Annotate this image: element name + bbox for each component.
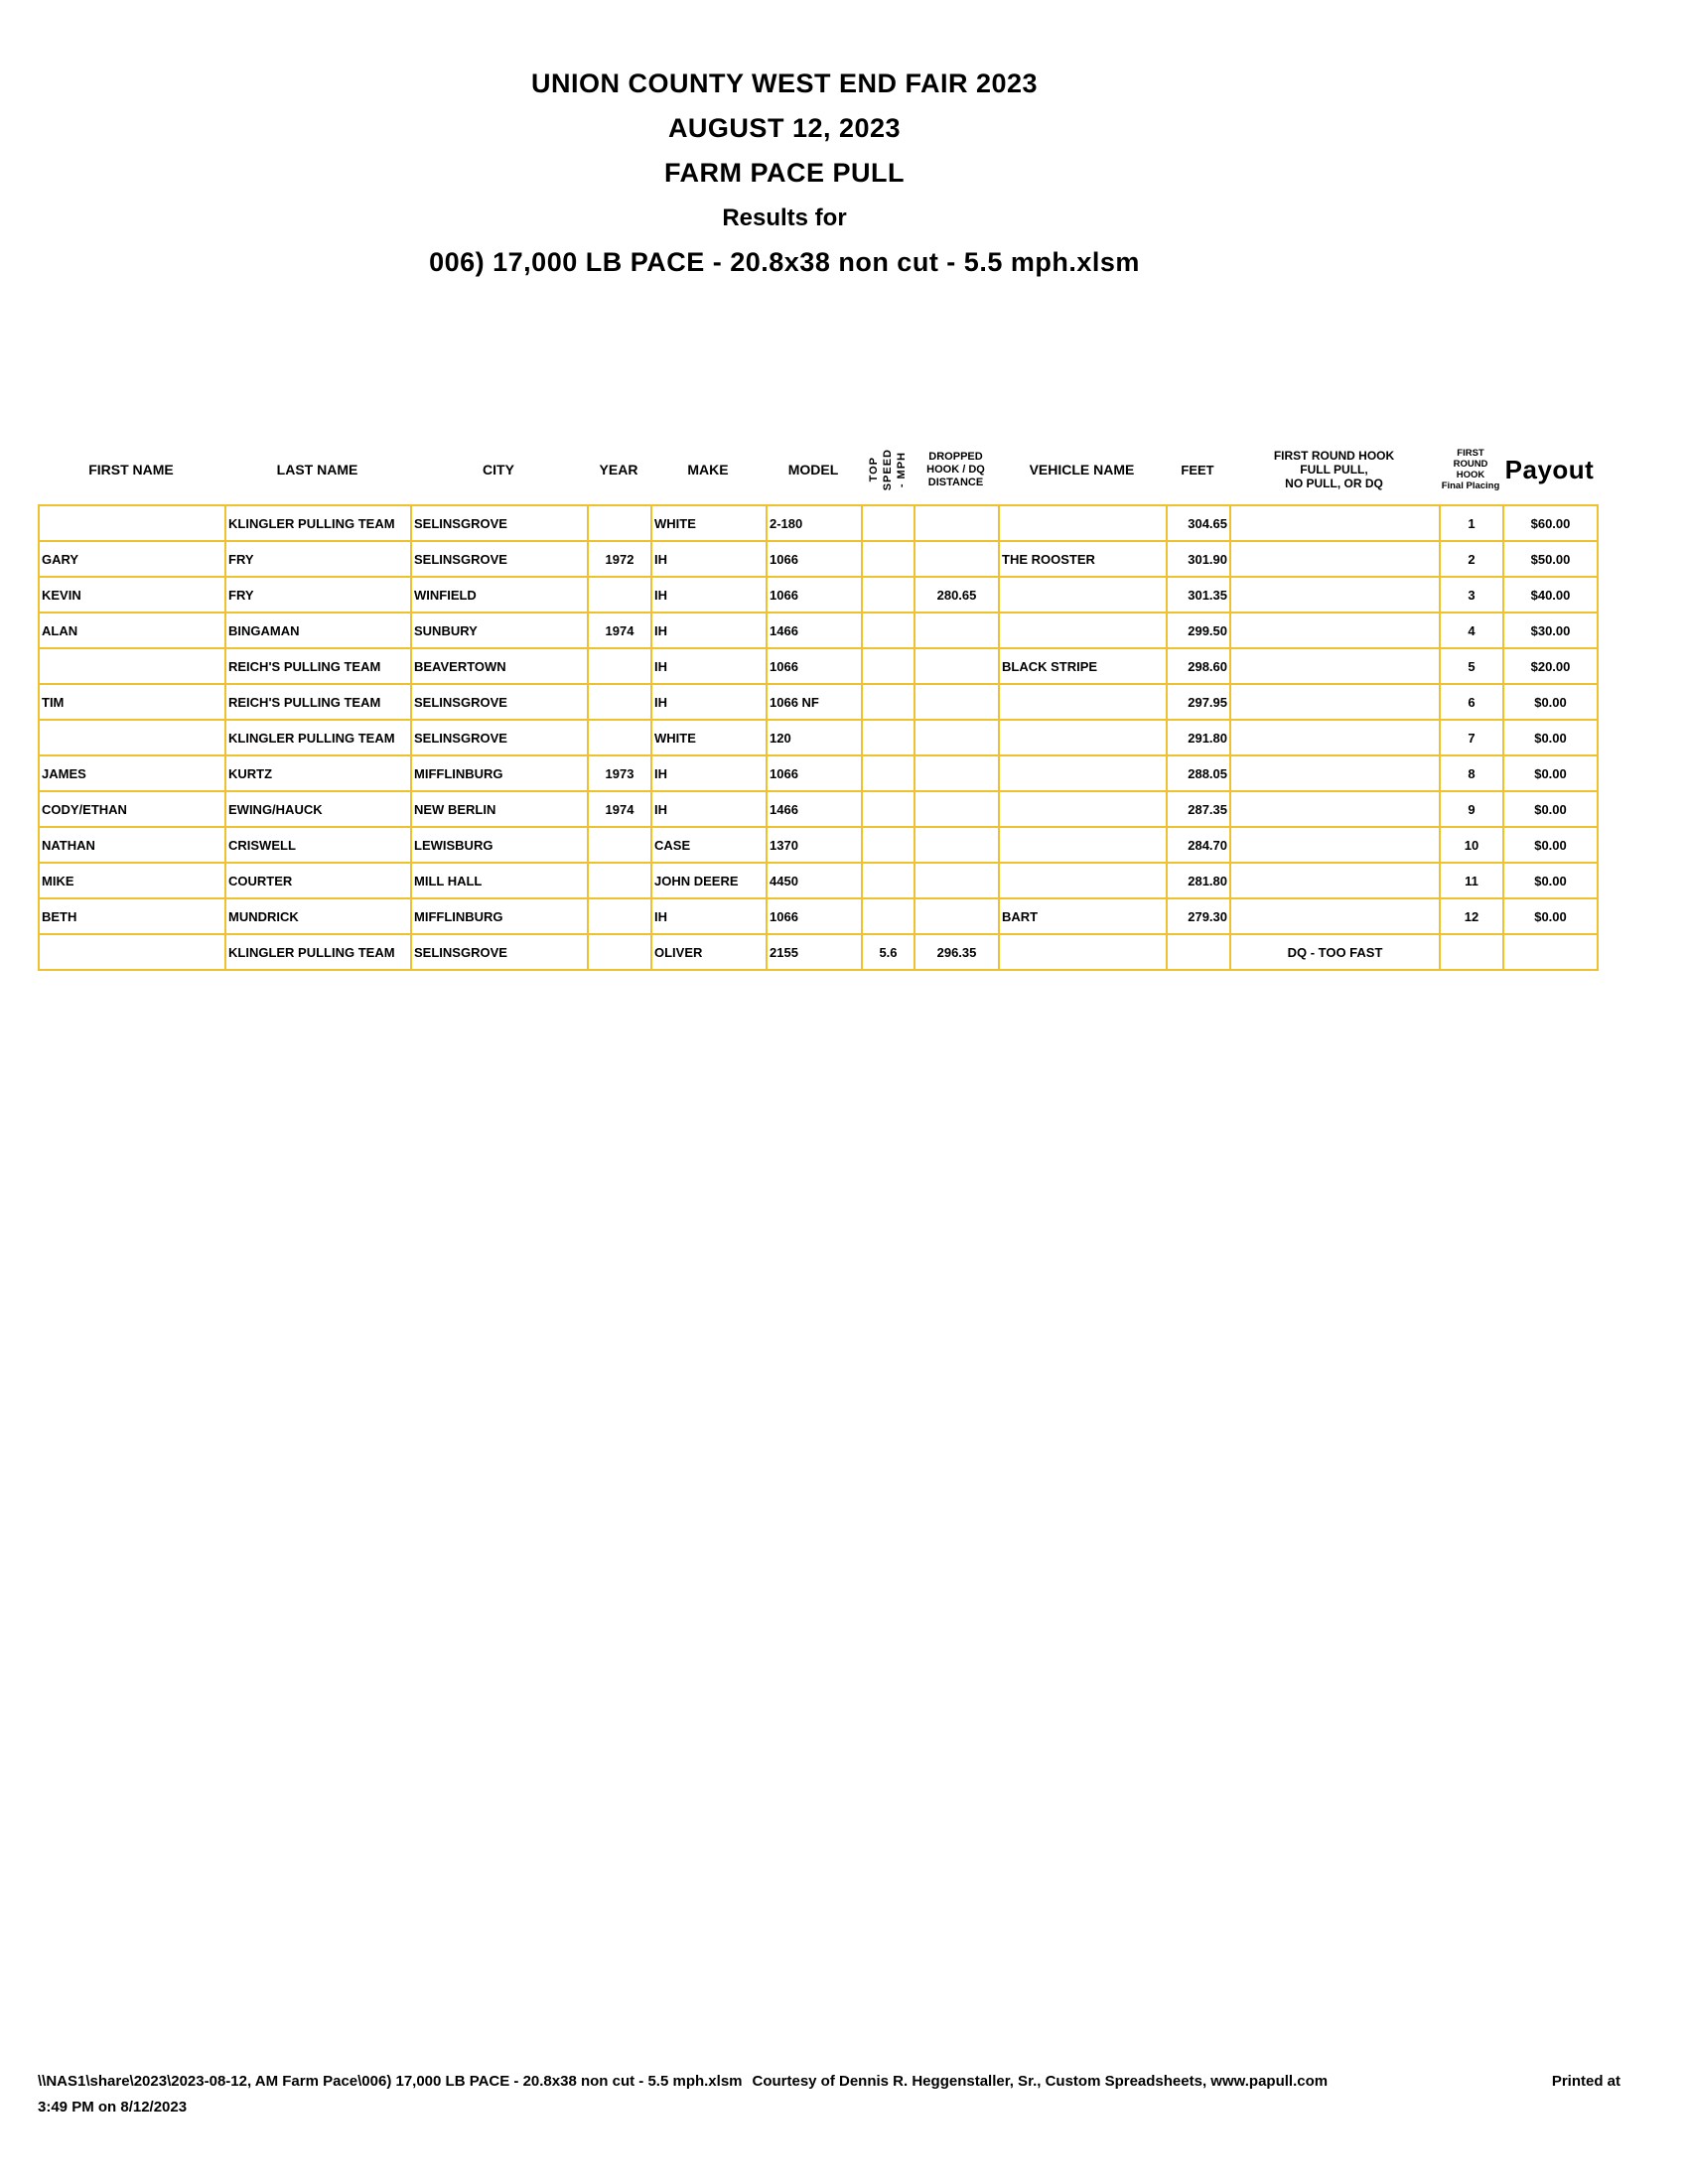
cell-vehicle: [999, 577, 1167, 613]
cell-feet: 281.80: [1167, 863, 1230, 898]
cell-last: COURTER: [225, 863, 411, 898]
cell-speed: [862, 791, 914, 827]
cell-payout: $0.00: [1503, 684, 1598, 720]
cell-speed: [862, 898, 914, 934]
cell-make: IH: [651, 898, 767, 934]
cell-dropped: [914, 648, 999, 684]
cell-vehicle: [999, 720, 1167, 755]
cell-payout: $0.00: [1503, 791, 1598, 827]
cell-make: IH: [651, 755, 767, 791]
cell-model: 1066: [767, 577, 862, 613]
cell-make: JOHN DEERE: [651, 863, 767, 898]
cell-hook: [1230, 755, 1440, 791]
cell-model: 4450: [767, 863, 862, 898]
cell-speed: [862, 613, 914, 648]
cell-hook: [1230, 648, 1440, 684]
cell-hook: [1230, 684, 1440, 720]
cell-first: MIKE: [39, 863, 225, 898]
cell-vehicle: [999, 827, 1167, 863]
cell-speed: [862, 541, 914, 577]
cell-model: 1466: [767, 613, 862, 648]
col-header-make: MAKE: [687, 462, 729, 478]
cell-make: IH: [651, 613, 767, 648]
cell-dropped: [914, 791, 999, 827]
cell-dropped: [914, 755, 999, 791]
event-date: AUGUST 12, 2023: [667, 113, 902, 143]
cell-speed: [862, 648, 914, 684]
col-header-vehicle-name: VEHICLE NAME: [1029, 462, 1135, 478]
cell-make: CASE: [651, 827, 767, 863]
cell-speed: [862, 684, 914, 720]
cell-first: BETH: [39, 898, 225, 934]
cell-dropped: [914, 720, 999, 755]
cell-make: IH: [651, 684, 767, 720]
cell-city: NEW BERLIN: [411, 791, 588, 827]
cell-feet: 284.70: [1167, 827, 1230, 863]
cell-last: KLINGLER PULLING TEAM: [225, 720, 411, 755]
cell-hook: [1230, 863, 1440, 898]
cell-place: 5: [1440, 648, 1503, 684]
cell-year: 1974: [588, 791, 651, 827]
cell-city: SELINSGROVE: [411, 541, 588, 577]
col-header-last-name: LAST NAME: [276, 462, 358, 478]
cell-model: 1066: [767, 755, 862, 791]
cell-city: MILL HALL: [411, 863, 588, 898]
cell-hook: [1230, 613, 1440, 648]
cell-first: [39, 505, 225, 541]
cell-feet: 299.50: [1167, 613, 1230, 648]
cell-year: [588, 577, 651, 613]
cell-feet: 291.80: [1167, 720, 1230, 755]
col-header-model: MODEL: [787, 462, 839, 478]
cell-dropped: [914, 613, 999, 648]
cell-hook: [1230, 541, 1440, 577]
cell-year: [588, 863, 651, 898]
cell-vehicle: [999, 863, 1167, 898]
cell-feet: 301.90: [1167, 541, 1230, 577]
page-footer: [38, 2073, 1620, 2116]
cell-dropped: [914, 684, 999, 720]
table-row: [39, 827, 1598, 863]
table-row: [39, 898, 1598, 934]
cell-payout: [1503, 934, 1598, 970]
cell-payout: $60.00: [1503, 505, 1598, 541]
cell-last: REICH'S PULLING TEAM: [225, 648, 411, 684]
cell-feet: 301.35: [1167, 577, 1230, 613]
col-header-dropped-hook: DROPPED HOOK / DQ DISTANCE: [926, 450, 985, 488]
cell-feet: 297.95: [1167, 684, 1230, 720]
event-name: FARM PACE PULL: [664, 158, 905, 188]
cell-year: [588, 684, 651, 720]
cell-make: IH: [651, 577, 767, 613]
cell-year: [588, 505, 651, 541]
col-header-first-name: FIRST NAME: [88, 462, 174, 478]
cell-feet: 304.65: [1167, 505, 1230, 541]
cell-model: 2155: [767, 934, 862, 970]
cell-speed: [862, 863, 914, 898]
col-header-year: YEAR: [599, 462, 638, 478]
cell-dropped: [914, 505, 999, 541]
table-row: [39, 684, 1598, 720]
cell-model: 1466: [767, 791, 862, 827]
cell-last: KLINGLER PULLING TEAM: [225, 505, 411, 541]
cell-year: 1973: [588, 755, 651, 791]
cell-vehicle: THE ROOSTER: [999, 541, 1167, 577]
cell-vehicle: BLACK STRIPE: [999, 648, 1167, 684]
cell-feet: [1167, 934, 1230, 970]
cell-last: REICH'S PULLING TEAM: [225, 684, 411, 720]
cell-city: LEWISBURG: [411, 827, 588, 863]
cell-payout: $20.00: [1503, 648, 1598, 684]
footer-line-1: [38, 2073, 1620, 2090]
cell-hook: [1230, 720, 1440, 755]
cell-speed: [862, 827, 914, 863]
page-title: UNION COUNTY WEST END FAIR 2023: [530, 68, 1039, 98]
cell-vehicle: [999, 934, 1167, 970]
cell-first: TIM: [39, 684, 225, 720]
table-row: [39, 541, 1598, 577]
cell-place: 3: [1440, 577, 1503, 613]
cell-make: WHITE: [651, 720, 767, 755]
col-header-first-round-hook: FIRST ROUND HOOK FULL PULL, NO PULL, OR DQ: [1273, 449, 1395, 490]
table-row: [39, 648, 1598, 684]
cell-dropped: 280.65: [914, 577, 999, 613]
cell-model: 1370: [767, 827, 862, 863]
cell-dropped: 296.35: [914, 934, 999, 970]
cell-make: OLIVER: [651, 934, 767, 970]
cell-place: 9: [1440, 791, 1503, 827]
cell-place: 8: [1440, 755, 1503, 791]
table-row: [39, 791, 1598, 827]
col-header-final-placing: FIRST ROUND HOOK Final Placing: [1441, 448, 1500, 491]
cell-city: SELINSGROVE: [411, 684, 588, 720]
cell-city: SELINSGROVE: [411, 720, 588, 755]
col-header-payout: Payout: [1504, 454, 1595, 484]
cell-last: CRISWELL: [225, 827, 411, 863]
table-row: [39, 934, 1598, 970]
cell-model: 1066: [767, 541, 862, 577]
col-header-top-speed: TOP SPEED - MPH: [867, 448, 908, 491]
results-sheet: [38, 435, 1597, 971]
cell-payout: $0.00: [1503, 755, 1598, 791]
cell-first: CODY/ETHAN: [39, 791, 225, 827]
cell-first: [39, 648, 225, 684]
table-row: [39, 505, 1598, 541]
cell-hook: [1230, 898, 1440, 934]
cell-last: FRY: [225, 577, 411, 613]
cell-hook: [1230, 577, 1440, 613]
cell-vehicle: [999, 755, 1167, 791]
cell-place: [1440, 934, 1503, 970]
cell-model: 1066: [767, 648, 862, 684]
footer-courtesy: Courtesy of Dennis R. Heggenstaller, Sr., Custom Spreadsheets, www.papull.com: [752, 2073, 1329, 2090]
cell-last: BINGAMAN: [225, 613, 411, 648]
table-row: [39, 863, 1598, 898]
cell-first: NATHAN: [39, 827, 225, 863]
cell-first: JAMES: [39, 755, 225, 791]
cell-model: 2-180: [767, 505, 862, 541]
cell-hook: [1230, 791, 1440, 827]
col-header-city: CITY: [483, 462, 514, 478]
cell-last: KLINGLER PULLING TEAM: [225, 934, 411, 970]
cell-place: 12: [1440, 898, 1503, 934]
cell-first: GARY: [39, 541, 225, 577]
table-row: [39, 577, 1598, 613]
cell-speed: 5.6: [862, 934, 914, 970]
cell-city: SELINSGROVE: [411, 934, 588, 970]
cell-dropped: [914, 541, 999, 577]
footer-file-info: [38, 2073, 1328, 2090]
cell-last: EWING/HAUCK: [225, 791, 411, 827]
cell-speed: [862, 505, 914, 541]
cell-feet: 288.05: [1167, 755, 1230, 791]
cell-first: [39, 934, 225, 970]
cell-model: 120: [767, 720, 862, 755]
cell-feet: 287.35: [1167, 791, 1230, 827]
cell-payout: $0.00: [1503, 720, 1598, 755]
cell-make: IH: [651, 648, 767, 684]
cell-city: SUNBURY: [411, 613, 588, 648]
cell-city: WINFIELD: [411, 577, 588, 613]
cell-year: 1972: [588, 541, 651, 577]
cell-year: 1974: [588, 613, 651, 648]
cell-feet: 279.30: [1167, 898, 1230, 934]
cell-payout: $0.00: [1503, 863, 1598, 898]
cell-payout: $30.00: [1503, 613, 1598, 648]
cell-year: [588, 720, 651, 755]
cell-hook: [1230, 827, 1440, 863]
cell-year: [588, 827, 651, 863]
cell-year: [588, 934, 651, 970]
table-row: [39, 720, 1598, 755]
cell-place: 2: [1440, 541, 1503, 577]
cell-year: [588, 898, 651, 934]
cell-city: BEAVERTOWN: [411, 648, 588, 684]
cell-place: 1: [1440, 505, 1503, 541]
cell-last: FRY: [225, 541, 411, 577]
table-header-row: [38, 435, 1597, 504]
cell-speed: [862, 577, 914, 613]
cell-model: 1066: [767, 898, 862, 934]
footer-printed-at-label: Printed at: [1551, 2073, 1620, 2090]
footer-file-path: \\NAS1\share\2023\2023-08-12, AM Farm Pace\006) 17,000 LB PACE - 20.8x38 non cut - 5.5 mph.xlsm: [38, 2073, 743, 2090]
report-title-block: [0, 62, 1569, 285]
cell-feet: 298.60: [1167, 648, 1230, 684]
table-row: [39, 755, 1598, 791]
cell-speed: [862, 755, 914, 791]
table-row: [39, 613, 1598, 648]
cell-vehicle: [999, 613, 1167, 648]
cell-payout: $40.00: [1503, 577, 1598, 613]
cell-make: WHITE: [651, 505, 767, 541]
cell-place: 11: [1440, 863, 1503, 898]
cell-first: ALAN: [39, 613, 225, 648]
cell-hook: [1230, 505, 1440, 541]
cell-place: 6: [1440, 684, 1503, 720]
cell-place: 7: [1440, 720, 1503, 755]
cell-first: [39, 720, 225, 755]
cell-place: 10: [1440, 827, 1503, 863]
cell-place: 4: [1440, 613, 1503, 648]
cell-last: KURTZ: [225, 755, 411, 791]
col-header-feet: FEET: [1181, 462, 1214, 478]
cell-dropped: [914, 863, 999, 898]
cell-make: IH: [651, 791, 767, 827]
cell-speed: [862, 720, 914, 755]
cell-vehicle: [999, 684, 1167, 720]
cell-last: MUNDRICK: [225, 898, 411, 934]
cell-model: 1066 NF: [767, 684, 862, 720]
cell-payout: $50.00: [1503, 541, 1598, 577]
cell-payout: $0.00: [1503, 827, 1598, 863]
class-file-name: 006) 17,000 LB PACE - 20.8x38 non cut - 5.5 mph.xlsm: [429, 247, 1140, 277]
cell-hook: DQ - TOO FAST: [1230, 934, 1440, 970]
cell-vehicle: [999, 505, 1167, 541]
cell-make: IH: [651, 541, 767, 577]
results-for-label: Results for: [722, 205, 847, 231]
cell-payout: $0.00: [1503, 898, 1598, 934]
cell-dropped: [914, 898, 999, 934]
cell-dropped: [914, 827, 999, 863]
cell-vehicle: BART: [999, 898, 1167, 934]
cell-city: SELINSGROVE: [411, 505, 588, 541]
results-table: [38, 504, 1599, 971]
footer-timestamp: 3:49 PM on 8/12/2023: [38, 2099, 188, 2116]
cell-city: MIFFLINBURG: [411, 755, 588, 791]
cell-year: [588, 648, 651, 684]
cell-city: MIFFLINBURG: [411, 898, 588, 934]
cell-first: KEVIN: [39, 577, 225, 613]
cell-vehicle: [999, 791, 1167, 827]
